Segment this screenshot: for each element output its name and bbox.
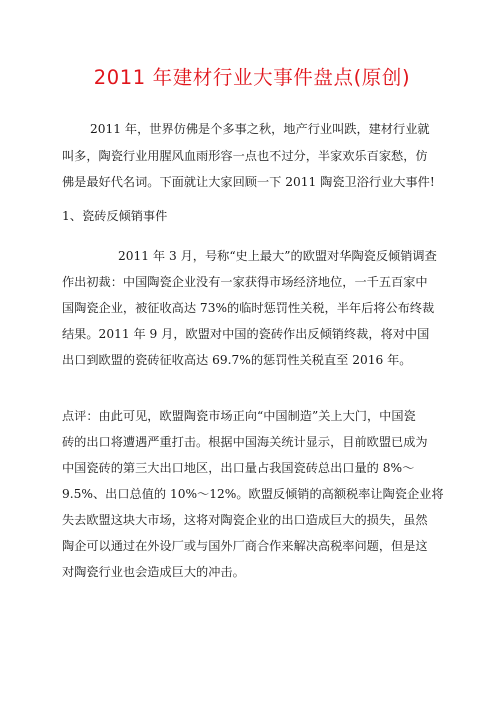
event-line-3: 国陶瓷企业，被征收高达 73%的临时惩罚性关税，半年后将公布终裁 — [62, 301, 435, 315]
comment-line-5: 失去欧盟这块大市场，这将对陶瓷企业的出口造成巨大的损失，虽然 — [62, 513, 428, 527]
intro-line-2: 叫多，陶瓷行业用腥风血雨形容一点也不过分，半家欢乐百家愁，仿 — [62, 149, 428, 163]
comment-line-1: 点评：由此可见，欧盟陶瓷市场正向“中国制造”关上大门，中国瓷 — [62, 409, 416, 423]
event-line-4: 结果。2011 年 9 月，欧盟对中国的瓷砖作出反倾销终裁，将对中国 — [62, 327, 430, 341]
section-heading: 1、瓷砖反倾销事件 — [62, 209, 168, 223]
intro-line-3: 佛是最好代名词。下面就让大家回顾一下 2011 陶瓷卫浴行业大事件! — [62, 175, 435, 189]
comment-line-4: 9.5%、出口总值的 10%～12%。欧盟反倾销的高额税率让陶瓷企业将 — [62, 487, 444, 501]
comment-line-6: 陶企可以通过在外设厂或与国外厂商合作来解决高税率问题，但是这 — [62, 539, 428, 553]
intro-line-1: 2011 年，世界仿佛是个多事之秋，地产行业叫跌，建材行业就 — [90, 122, 430, 136]
event-line-5: 出口到欧盟的瓷砖征收高达 69.7%的惩罚性关税直至 2016 年。 — [62, 353, 412, 367]
comment-line-7: 对陶瓷行业也会造成巨大的冲击。 — [62, 565, 245, 579]
event-line-2: 作出初裁：中国陶瓷企业没有一家获得市场经济地位，一千五百家中 — [62, 275, 428, 289]
event-line-1: 2011 年 3 月，号称“史上最大”的欧盟对华陶瓷反倾销调查 — [118, 249, 437, 263]
comment-line-2: 砖的出口将遭遇严重打击。根据中国海关统计显示，目前欧盟已成为 — [62, 435, 428, 449]
document-title: 2011 年建材行业大事件盘点(原创) — [93, 66, 411, 89]
comment-line-3: 中国瓷砖的第三大出口地区，出口量占我国瓷砖总出口量的 8%～ — [62, 461, 415, 475]
